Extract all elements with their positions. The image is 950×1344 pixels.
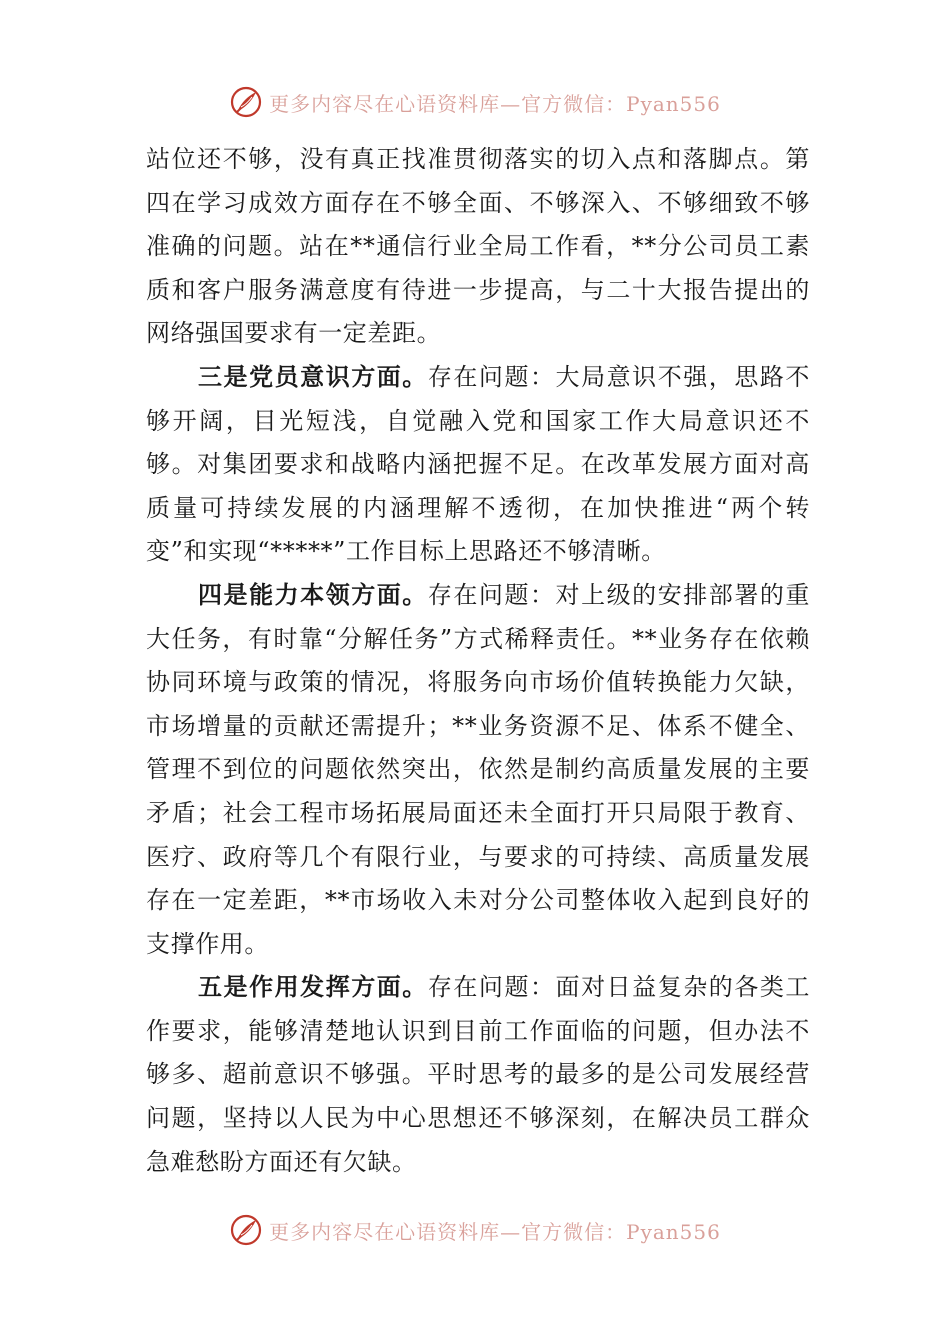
paragraph-text: 存在问题：面对日益复杂的各类工作要求，能够清楚地认识到目前工作面临的问题，但办法不够多、超前意识不够强。平时思考的最多的是公司发展经营问题，坚持以人民为中心思想还不够深刻，在解决员工群众急难愁盼方面还有欠缺。 bbox=[146, 973, 811, 1176]
document-body bbox=[146, 138, 810, 1184]
quill-pen-icon bbox=[229, 85, 263, 119]
paragraph-role bbox=[146, 966, 810, 1184]
paragraph-continuation: 站位还不够，没有真正找准贯彻落实的切入点和落脚点。第四在学习成效方面存在不够全面、不够深入、不够细致不够准确的问题。站在**通信行业全局工作看，**分公司员工素质和客户服务满意度有待进一步提高，与二十大报告提出的网络强国要求有一定差距。 bbox=[146, 145, 810, 348]
paragraph-party-awareness bbox=[146, 356, 810, 574]
footer-banner-text: 更多内容尽在心语资料库—官方微信：Pyan556 bbox=[269, 1219, 721, 1244]
paragraph-capability bbox=[146, 574, 810, 966]
paragraph-lead: 三是党员意识方面。 bbox=[198, 362, 428, 391]
quill-pen-icon bbox=[229, 1213, 263, 1247]
footer-banner bbox=[0, 1210, 950, 1250]
paragraph-lead: 四是能力本领方面。 bbox=[198, 580, 428, 609]
header-banner-text: 更多内容尽在心语资料库—官方微信：Pyan556 bbox=[269, 91, 721, 116]
paragraph-text: 存在问题：对上级的安排部署的重大任务，有时靠“分解任务”方式稀释责任。**业务存在依赖协同环境与政策的情况，将服务向市场价值转换能力欠缺，市场增量的贡献还需提升；**业务资源不足、体系不健全、管理不到位的问题依然突出，依然是制约高质量发展的主要矛盾；社会工程市场拓展局面还未全面打开只局限于教育、医疗、政府等几个有限行业，与要求的可持续、高质量发展存在一定差距，**市场收入未对分公司整体收入起到良好的支撑作用。 bbox=[146, 580, 811, 958]
paragraph-lead: 五是作用发挥方面。 bbox=[198, 973, 428, 1002]
header-banner bbox=[0, 82, 950, 122]
paragraph-text: 存在问题：大局意识不强，思路不够开阔，目光短浅，自觉融入党和国家工作大局意识还不够。对集团要求和战略内涵把握不足。在改革发展方面对高质量可持续发展的内涵理解不透彻，在加快推进“两个转变”和实现“*****”工作目标上思路还不够清晰。 bbox=[146, 362, 811, 566]
